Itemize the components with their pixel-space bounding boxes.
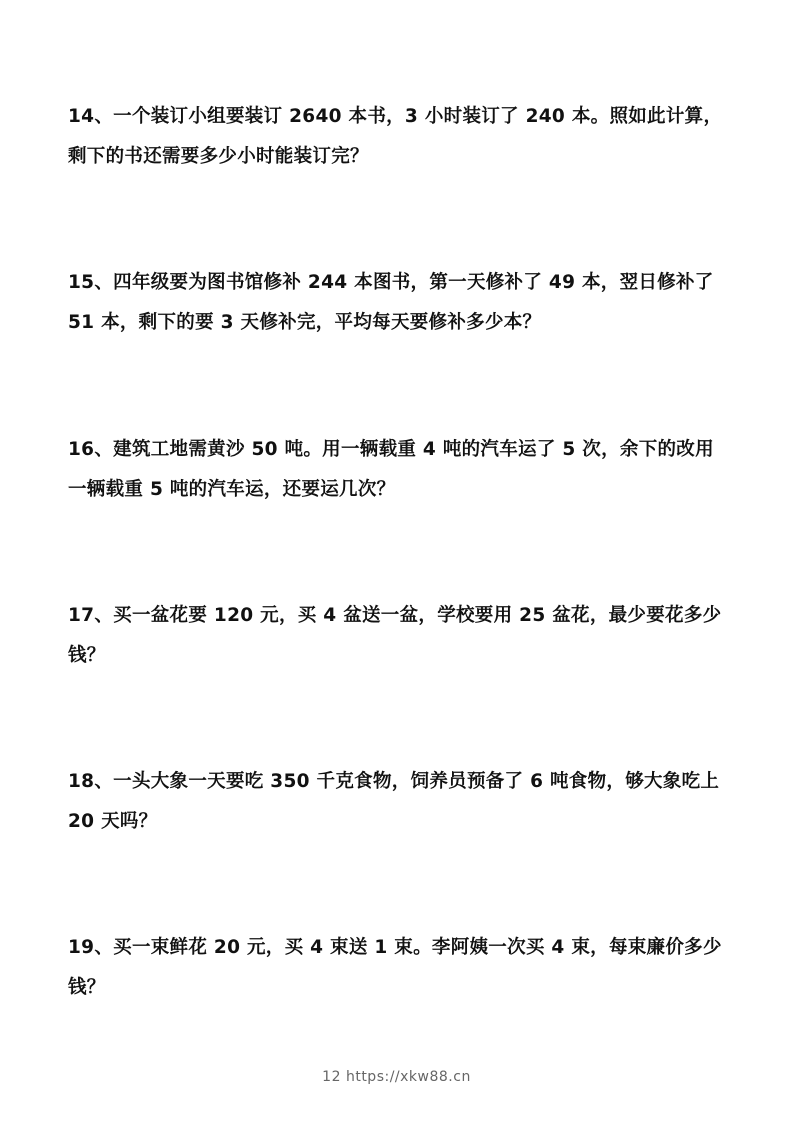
question-15: [68, 263, 728, 343]
question-text: 四年级要为图书馆修补 244 本图书，第一天修补了 49 本，翌日修补了 51 本，剩下的要 3 天修补完，平均每天要修补多少本？: [68, 272, 714, 333]
question-text: 一个装订小组要装订 2640 本书，3 小时装订了 240 本。照如此计算，剩下的书还需要多少小时能装订完？: [68, 106, 723, 167]
question-19: [68, 928, 728, 1008]
question-number: 14、: [68, 106, 114, 127]
question-17: [68, 596, 728, 676]
question-14: [68, 97, 728, 177]
page-number: 12: [322, 1069, 341, 1085]
question-text: 建筑工地需黄沙 50 吨。用一辆载重 4 吨的汽车运了 5 次，余下的改用一辆载重 5 吨的汽车运，还要运几次？: [68, 439, 714, 500]
question-18: [68, 762, 728, 842]
question-text: 一头大象一天要吃 350 千克食物，饲养员预备了 6 吨食物，够大象吃上 20 天吗？: [68, 771, 720, 832]
question-number: 19、: [68, 937, 114, 958]
footer-link[interactable]: https://xkw88.cn: [345, 1069, 471, 1085]
question-text: 买一束鲜花 20 元，买 4 束送 1 束。李阿姨一次买 4 束，每束廉价多少钱？: [68, 937, 722, 998]
question-16: [68, 430, 728, 510]
question-number: 17、: [68, 605, 114, 626]
question-number: 15、: [68, 272, 114, 293]
question-text: 买一盆花要 120 元，买 4 盆送一盆，学校要用 25 盆花，最少要花多少钱？: [68, 605, 722, 666]
question-number: 18、: [68, 771, 114, 792]
page-footer: [0, 1069, 793, 1085]
question-number: 16、: [68, 439, 114, 460]
